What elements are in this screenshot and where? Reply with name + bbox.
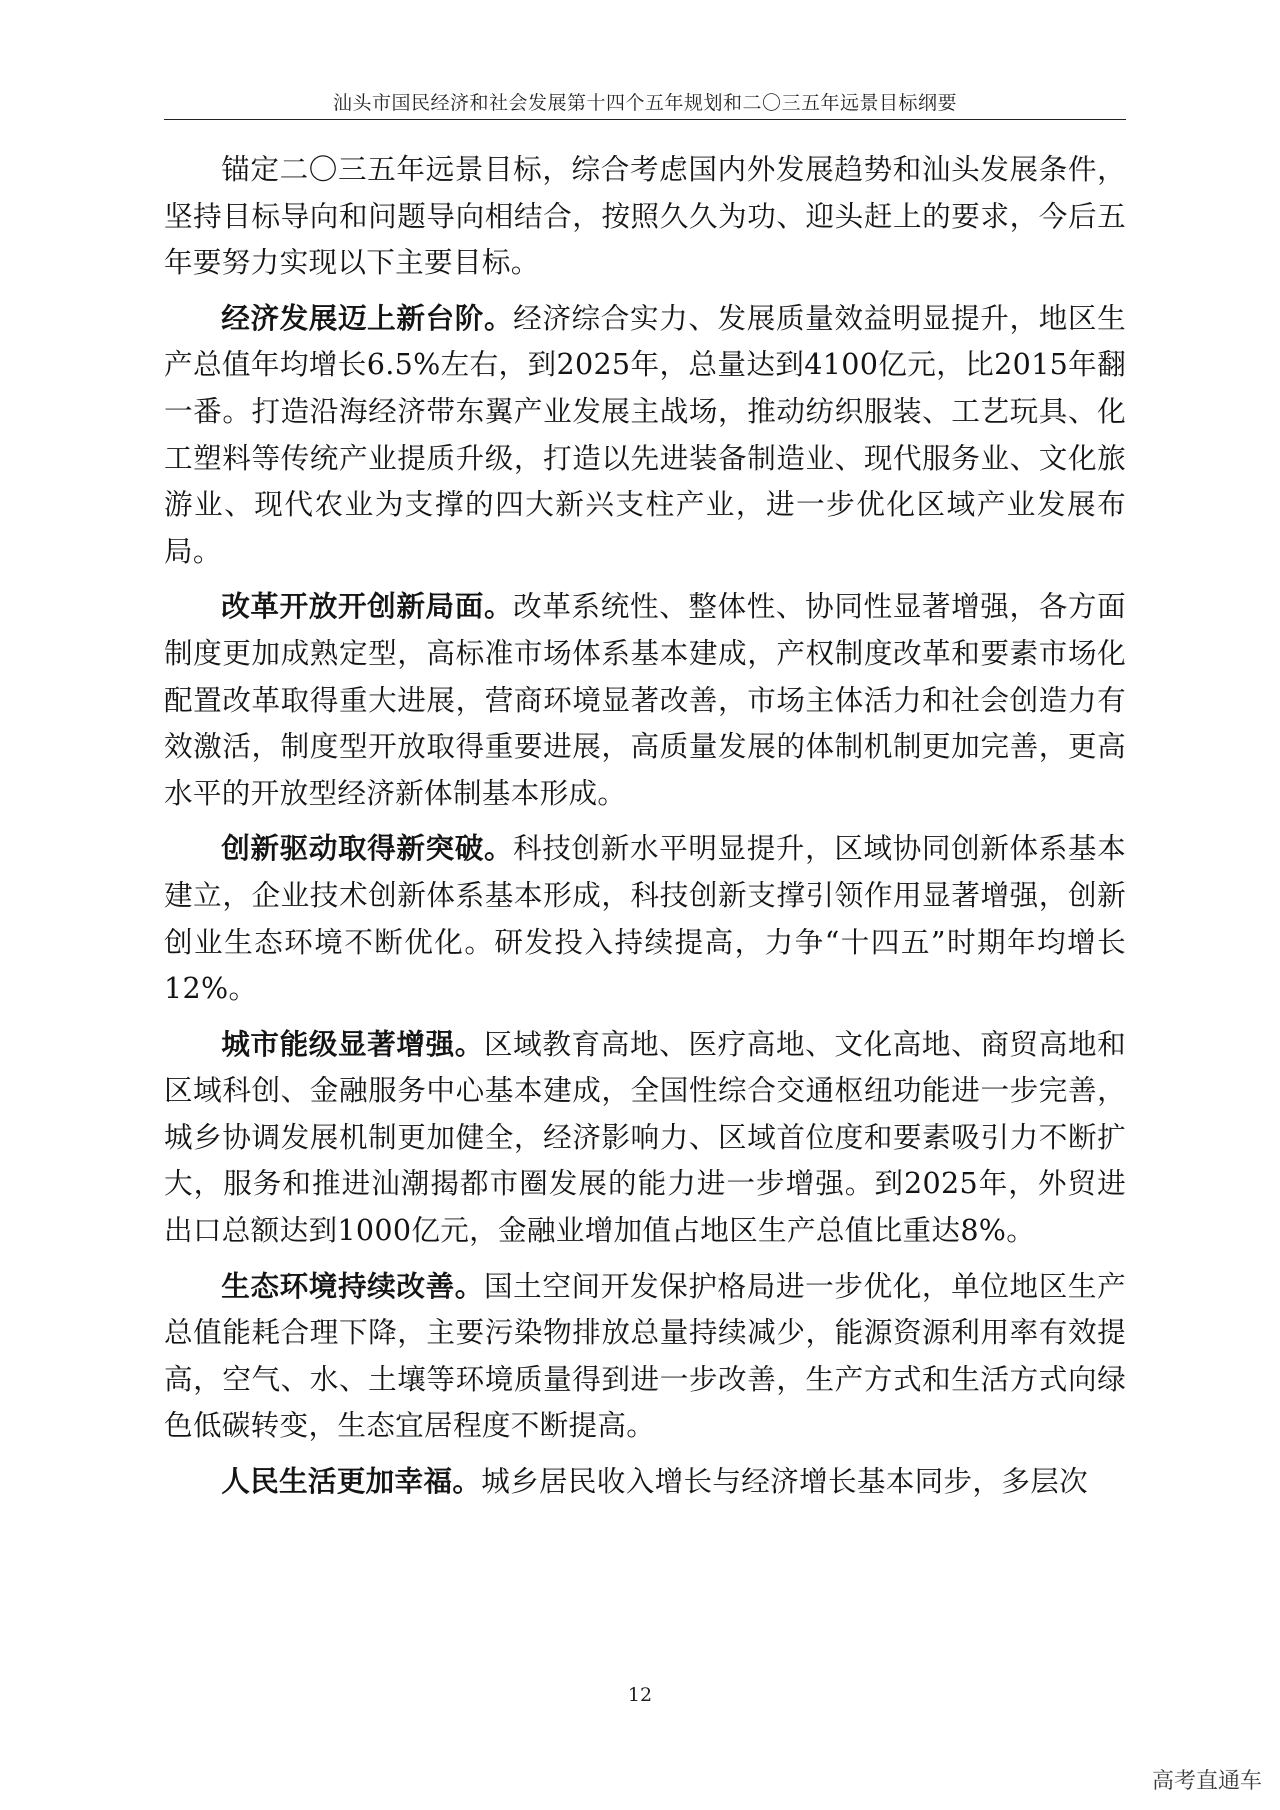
paragraph-reform [164, 583, 1126, 816]
document-body [164, 146, 1126, 1514]
paragraph-economy [164, 295, 1126, 575]
header-rule [164, 119, 1126, 120]
paragraph-text: 改革系统性、整体性、协同性显著增强，各方面制度更加成熟定型，高标准市场体系基本建成，产权制度改革和要素市场化配置改革取得重大进展，营商环境显著改善，市场主体活力和社会创造力有效激活，制度型开放取得重要进展，高质量发展的体制机制更加完善，更高水平的开放型经济新体制基本形成。 [164, 589, 1126, 810]
paragraph-text: 国土空间开发保护格局进一步优化，单位地区生产总值能耗合理下降，主要污染物排放总量持续减少，能源资源利用率有效提高，空气、水、土壤等环境质量得到进一步改善，生产方式和生活方式向绿色低碳转变，生态宜居程度不断提高。 [164, 1268, 1126, 1443]
paragraph-text: 锚定二〇三五年远景目标，综合考虑国内外发展趋势和汕头发展条件，坚持目标导向和问题导向相结合，按照久久为功、迎头赶上的要求，今后五年要努力实现以下主要目标。 [164, 152, 1126, 280]
paragraph-title: 改革开放开创新局面。 [221, 589, 514, 624]
paragraph-text: 科技创新水平明显提升，区域协同创新体系基本建立，企业技术创新体系基本形成，科技创新支撑引领作用显著增强，创新创业生态环境不断优化。研发投入持续提高，力争“十四五”时期年均增长12%。 [164, 831, 1126, 1006]
paragraph-text: 区域教育高地、医疗高地、文化高地、商贸高地和区域科创、金融服务中心基本建成，全国性综合交通枢纽功能进一步完善，城乡协调发展机制更加健全，经济影响力、区域首位度和要素吸引力不断扩大，服务和推进汕潮揭都市圈发展的能力进一步增强。到2025年，外贸进出口总额达到1000亿元，金融业增加值占地区生产总值比重达8%。 [164, 1026, 1126, 1248]
paragraph-livelihood [164, 1458, 1126, 1505]
running-header: 汕头市国民经济和社会发展第十四个五年规划和二〇三五年远景目标纲要 [332, 92, 957, 114]
page-number: 12 [627, 1684, 653, 1706]
paragraph-title: 城市能级显著增强。 [221, 1026, 484, 1061]
paragraph-city [164, 1021, 1126, 1254]
paragraph-title: 经济发展迈上新台阶。 [221, 300, 514, 335]
paragraph-innovation [164, 825, 1126, 1011]
paragraph-title: 生态环境持续改善。 [221, 1268, 484, 1303]
paragraph-text: 经济综合实力、发展质量效益明显提升，地区生产总值年均增长6.5%左右，到2025年，总量达到4100亿元，比2015年翻一番。打造沿海经济带东翼产业发展主战场，推动纺织服装、工艺玩具、化工塑料等传统产业提质升级，打造以先进装备制造业、现代服务业、文化旅游业、现代农业为支撑的四大新兴支柱产业，进一步优化区域产业发展布局。 [164, 300, 1126, 568]
watermark: 高考直通车 [1151, 1769, 1262, 1794]
paragraph-title: 创新驱动取得新突破。 [221, 831, 514, 866]
paragraph-intro [164, 146, 1126, 286]
paragraph-title: 人民生活更加幸福。 [221, 1464, 482, 1499]
paragraph-text: 城乡居民收入增长与经济增长基本同步，多层次 [481, 1464, 1089, 1499]
paragraph-ecology [164, 1263, 1126, 1449]
